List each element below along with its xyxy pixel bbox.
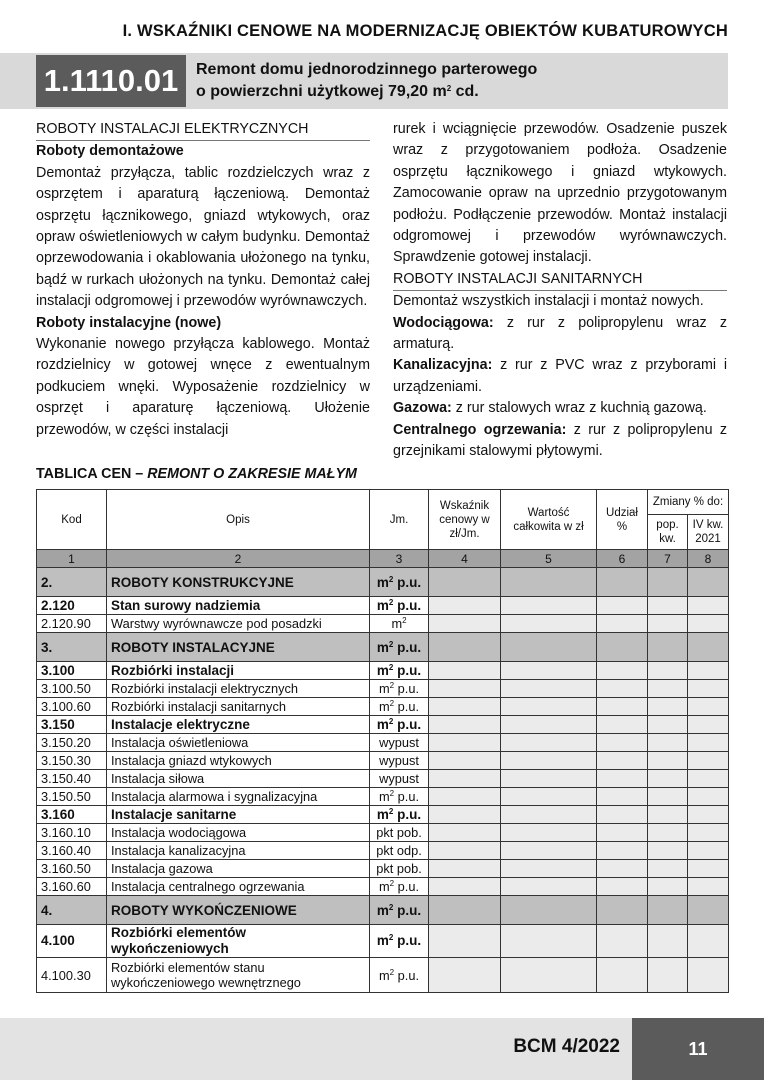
table-row [37,615,729,633]
cell-kod: 3.100.50 [37,680,107,698]
cell-jm: $m^2$ p.u. [370,925,429,958]
cell-iv [688,842,729,860]
cell-jm: $m^2$ p.u. [370,680,429,698]
cell-kod: 2.120 [37,597,107,615]
cell-jm: $m^2$ p.u. [370,806,429,824]
cell-pop [648,680,688,698]
cell-wartosc [501,752,597,770]
sanitary-item: Kanalizacyjna: z rur z PVC wraz z przyborami i urządzeniami. [393,357,727,395]
cell-opis: Warstwy wyrównawcze pod posadzki [107,615,370,633]
cell-wskaznik [429,615,501,633]
sanitary-item: Gazowa: z rur stalowych wraz z kuchnią gazową. [393,400,707,417]
heading-installation: Roboty instalacyjne (nowe) [36,314,222,331]
cell-opis: Instalacja oświetleniowa [107,734,370,752]
cell-iv [688,568,729,597]
cell-opis: Rozbiórki instalacji [107,662,370,680]
cell-jm: $m^2$ p.u. [370,878,429,896]
column-number: 5 [501,550,597,568]
column-number: 6 [597,550,648,568]
cell-wskaznik [429,680,501,698]
price-table [36,489,729,993]
cell-iv [688,770,729,788]
cell-opis: Instalacja wodociągowa [107,824,370,842]
cell-wskaznik [429,860,501,878]
cell-kod: 3.150.40 [37,770,107,788]
cell-udzial [597,958,648,993]
cell-iv [688,878,729,896]
table-row [37,788,729,806]
cell-opis: Rozbiórki instalacji sanitarnych [107,698,370,716]
cell-pop [648,752,688,770]
footer-magazine: BCM 4/2022 [0,1018,632,1080]
item-description [196,59,537,103]
cell-iv [688,925,729,958]
cell-wskaznik [429,925,501,958]
cell-opis: Instalacje sanitarne [107,806,370,824]
cell-jm: $m^2$ p.u. [370,662,429,680]
cell-wskaznik [429,842,501,860]
cell-jm: $m^2$ p.u. [370,788,429,806]
table-row [37,633,729,662]
column-numbers-row [37,550,729,568]
cell-udzial [597,860,648,878]
cell-kod: 3.100.60 [37,698,107,716]
cell-kod: 3.100 [37,662,107,680]
header-wartosc: Wartość całkowita w zł [501,490,597,550]
cell-jm: pkt odp. [370,842,429,860]
cell-pop [648,716,688,734]
header-pop: pop. kw. [648,515,688,550]
cell-jm: $m^2$ p.u. [370,958,429,993]
cell-jm: wypust [370,734,429,752]
cell-opis: ROBOTY INSTALACYJNE [107,633,370,662]
cell-udzial [597,925,648,958]
cell-kod: 4. [37,896,107,925]
cell-wartosc [501,716,597,734]
table-body [37,550,729,993]
cell-wartosc [501,734,597,752]
cell-wskaznik [429,752,501,770]
column-number: 3 [370,550,429,568]
cell-iv [688,716,729,734]
cell-wartosc [501,770,597,788]
cell-kod: 3.160.60 [37,878,107,896]
cell-wskaznik [429,896,501,925]
paragraph-sanitary: Demontaż wszystkich instalacji i montaż nowych. [393,293,704,310]
section-title: I. WSKAŹNIKI CENOWE NA MODERNIZACJĘ OBIEKTÓW KUBATUROWYCH [122,22,728,40]
cell-pop [648,860,688,878]
table-row [37,842,729,860]
header-zmiany: Zmiany % do: [648,490,729,515]
cell-kod: 3.150.50 [37,788,107,806]
cell-jm: $m^2$ p.u. [370,568,429,597]
cell-wskaznik [429,788,501,806]
cell-wartosc [501,698,597,716]
cell-wartosc [501,680,597,698]
cell-udzial [597,878,648,896]
cell-wskaznik [429,878,501,896]
cell-wskaznik [429,568,501,597]
column-number: 4 [429,550,501,568]
cell-pop [648,597,688,615]
cell-iv [688,896,729,925]
cell-wartosc [501,958,597,993]
cell-opis: Rozbiórki instalacji elektrycznych [107,680,370,698]
table-row [37,958,729,993]
cell-jm: wypust [370,752,429,770]
paragraph-installation-cont: rurek i wciągnięcie przewodów. Osadzenie puszek wraz z przygotowaniem podłoża. Osadzenie osprzętu łącznikowego i gniazd wtykowych. Zamocowanie opraw na uprzednio przygotowanym podłożu. Podłączenie przewodów. Montaż instalacji odgromowej i przewodów wyrównawczych. Sprawdzenie gotowej instalacji. [393,121,727,266]
cell-opis: ROBOTY WYKOŃCZENIOWE [107,896,370,925]
column-number: 2 [107,550,370,568]
cell-iv [688,615,729,633]
cell-kod: 3. [37,633,107,662]
cell-kod: 3.160.10 [37,824,107,842]
header-kod: Kod [37,490,107,550]
cell-pop [648,734,688,752]
cell-udzial [597,615,648,633]
sanitary-item: Centralnego ogrzewania: z rur z polipropylenu z grzejnikami stalowymi płytowymi. [393,421,728,460]
cell-opis: ROBOTY KONSTRUKCYJNE [107,568,370,597]
cell-udzial [597,698,648,716]
cell-wskaznik [429,734,501,752]
cell-iv [688,680,729,698]
column-number: 8 [688,550,729,568]
cell-udzial [597,770,648,788]
cell-udzial [597,680,648,698]
cell-udzial [597,806,648,824]
cell-iv [688,788,729,806]
table-row [37,770,729,788]
table-row [37,662,729,680]
cell-pop [648,770,688,788]
cell-kod: 2. [37,568,107,597]
cell-iv [688,633,729,662]
cell-jm: wypust [370,770,429,788]
cell-pop [648,698,688,716]
cell-wartosc [501,615,597,633]
column-number: 7 [648,550,688,568]
cell-kod: 3.150 [37,716,107,734]
table-row [37,824,729,842]
cell-iv [688,698,729,716]
cell-pop [648,925,688,958]
cell-udzial [597,633,648,662]
cell-iv [688,860,729,878]
cell-kod: 3.160.40 [37,842,107,860]
cell-wskaznik [429,824,501,842]
cell-opis: Instalacja siłowa [107,770,370,788]
cell-jm: pkt pob. [370,824,429,842]
heading-electrical: ROBOTY INSTALACJI ELEKTRYCZNYCH [36,119,370,141]
cell-pop [648,788,688,806]
item-code: 1.1110.01 [36,55,186,107]
cell-udzial [597,716,648,734]
cell-opis: Instalacja alarmowa i sygnalizacyjna [107,788,370,806]
header-jm: Jm. [370,490,429,550]
cell-udzial [597,597,648,615]
cell-jm: pkt pob. [370,860,429,878]
cell-jm: $m^2$ p.u. [370,633,429,662]
cell-iv [688,597,729,615]
paragraph-installation: Wykonanie nowego przyłącza kablowego. Montaż rozdzielnicy w gotowej wnęce z ewentualnym podkuciem wnęki. Wyposażenie rozdzielnicy w osprzęt i aparaturę łączeniową. Ułożenie przewodów, w części instalacji [36,336,370,438]
table-row [37,597,729,615]
table-row [37,860,729,878]
cell-wskaznik [429,770,501,788]
cell-jm: $m^2$ p.u. [370,597,429,615]
header-udzial: Udział % [597,490,648,550]
cell-udzial [597,896,648,925]
cell-udzial [597,568,648,597]
cell-pop [648,842,688,860]
cell-iv [688,734,729,752]
cell-jm: $m^2$ p.u. [370,698,429,716]
heading-demolition: Roboty demontażowe [36,143,184,160]
cell-pop [648,878,688,896]
cell-jm: $m^2$ [370,615,429,633]
cell-opis: Instalacje elektryczne [107,716,370,734]
cell-iv [688,662,729,680]
cell-kod: 3.160 [37,806,107,824]
cell-iv [688,824,729,842]
cell-opis: Instalacja gniazd wtykowych [107,752,370,770]
table-row [37,806,729,824]
cell-wskaznik [429,633,501,662]
cell-opis: Rozbiórki elementów stanu wykończeniowego wewnętrznego [107,958,370,993]
cell-kod: 4.100.30 [37,958,107,993]
page-number: 11 [632,1018,764,1080]
cell-udzial [597,842,648,860]
table-row [37,568,729,597]
cell-udzial [597,788,648,806]
right-column [393,119,727,463]
cell-pop [648,824,688,842]
cell-wartosc [501,568,597,597]
cell-wartosc [501,824,597,842]
table-row [37,734,729,752]
cell-udzial [597,824,648,842]
cell-iv [688,806,729,824]
cell-wskaznik [429,662,501,680]
cell-wskaznik [429,597,501,615]
cell-wartosc [501,662,597,680]
header-iv: IV kw. 2021 [688,515,729,550]
table-row [37,752,729,770]
cell-kod: 4.100 [37,925,107,958]
cell-wartosc [501,842,597,860]
table-row [37,896,729,925]
sanitary-item: Wodociągowa: z rur z polipropylenu wraz z armaturą. [393,314,727,353]
cell-wartosc [501,860,597,878]
table-row [37,716,729,734]
cell-wartosc [501,788,597,806]
table-row [37,878,729,896]
item-description-line1: Remont domu jednorodzinnego parterowego [196,61,538,78]
left-column [36,119,370,441]
table-caption: TABLICA CEN – REMONT O ZAKRESIE MAŁYM [36,466,357,482]
header-wskaznik: Wskaźnik cenowy w zł/Jm. [429,490,501,550]
cell-jm: $m^2$ p.u. [370,896,429,925]
sanitary-items [393,313,727,463]
cell-opis: Stan surowy nadziemia [107,597,370,615]
cell-opis: Rozbiórki elementów wykończeniowych [107,925,370,958]
cell-wartosc [501,597,597,615]
cell-jm: $m^2$ p.u. [370,716,429,734]
cell-wartosc [501,925,597,958]
header-opis: Opis [107,490,370,550]
table-row [37,698,729,716]
cell-iv [688,752,729,770]
cell-kod: 3.150.30 [37,752,107,770]
table-row [37,680,729,698]
table-row [37,925,729,958]
cell-pop [648,958,688,993]
cell-wskaznik [429,958,501,993]
cell-pop [648,806,688,824]
cell-opis: Instalacja kanalizacyjna [107,842,370,860]
cell-kod: 3.160.50 [37,860,107,878]
cell-udzial [597,734,648,752]
cell-kod: 3.150.20 [37,734,107,752]
cell-pop [648,662,688,680]
cell-wskaznik [429,698,501,716]
cell-wartosc [501,633,597,662]
cell-udzial [597,662,648,680]
cell-kod: 2.120.90 [37,615,107,633]
cell-wskaznik [429,716,501,734]
cell-wskaznik [429,806,501,824]
cell-opis: Instalacja centralnego ogrzewania [107,878,370,896]
cell-pop [648,633,688,662]
cell-wartosc [501,896,597,925]
cell-pop [648,568,688,597]
paragraph-demolition: Demontaż przyłącza, tablic rozdzielczych wraz z osprzętem i aparaturą łączeniową. Demontaż osprzętu łącznikowego, gniazd wtykowych, oraz opraw oświetleniowych w całym budynku. Demontaż oprzewodowania i okablowania ułożonego na tynku, bądź w rurkach ułożonych na tynku. Demontaż całej instalacji odgromowej i przewodów wyrównawczych. [36,164,370,310]
cell-iv [688,958,729,993]
item-description-line2: o powierzchni użytkowej 79,20 $m^2$ cd. [196,83,479,100]
cell-opis: Instalacja gazowa [107,860,370,878]
cell-udzial [597,752,648,770]
cell-wartosc [501,878,597,896]
heading-sanitary: ROBOTY INSTALACJI SANITARNYCH [393,269,727,291]
cell-pop [648,615,688,633]
cell-pop [648,896,688,925]
column-number: 1 [37,550,107,568]
cell-wartosc [501,806,597,824]
